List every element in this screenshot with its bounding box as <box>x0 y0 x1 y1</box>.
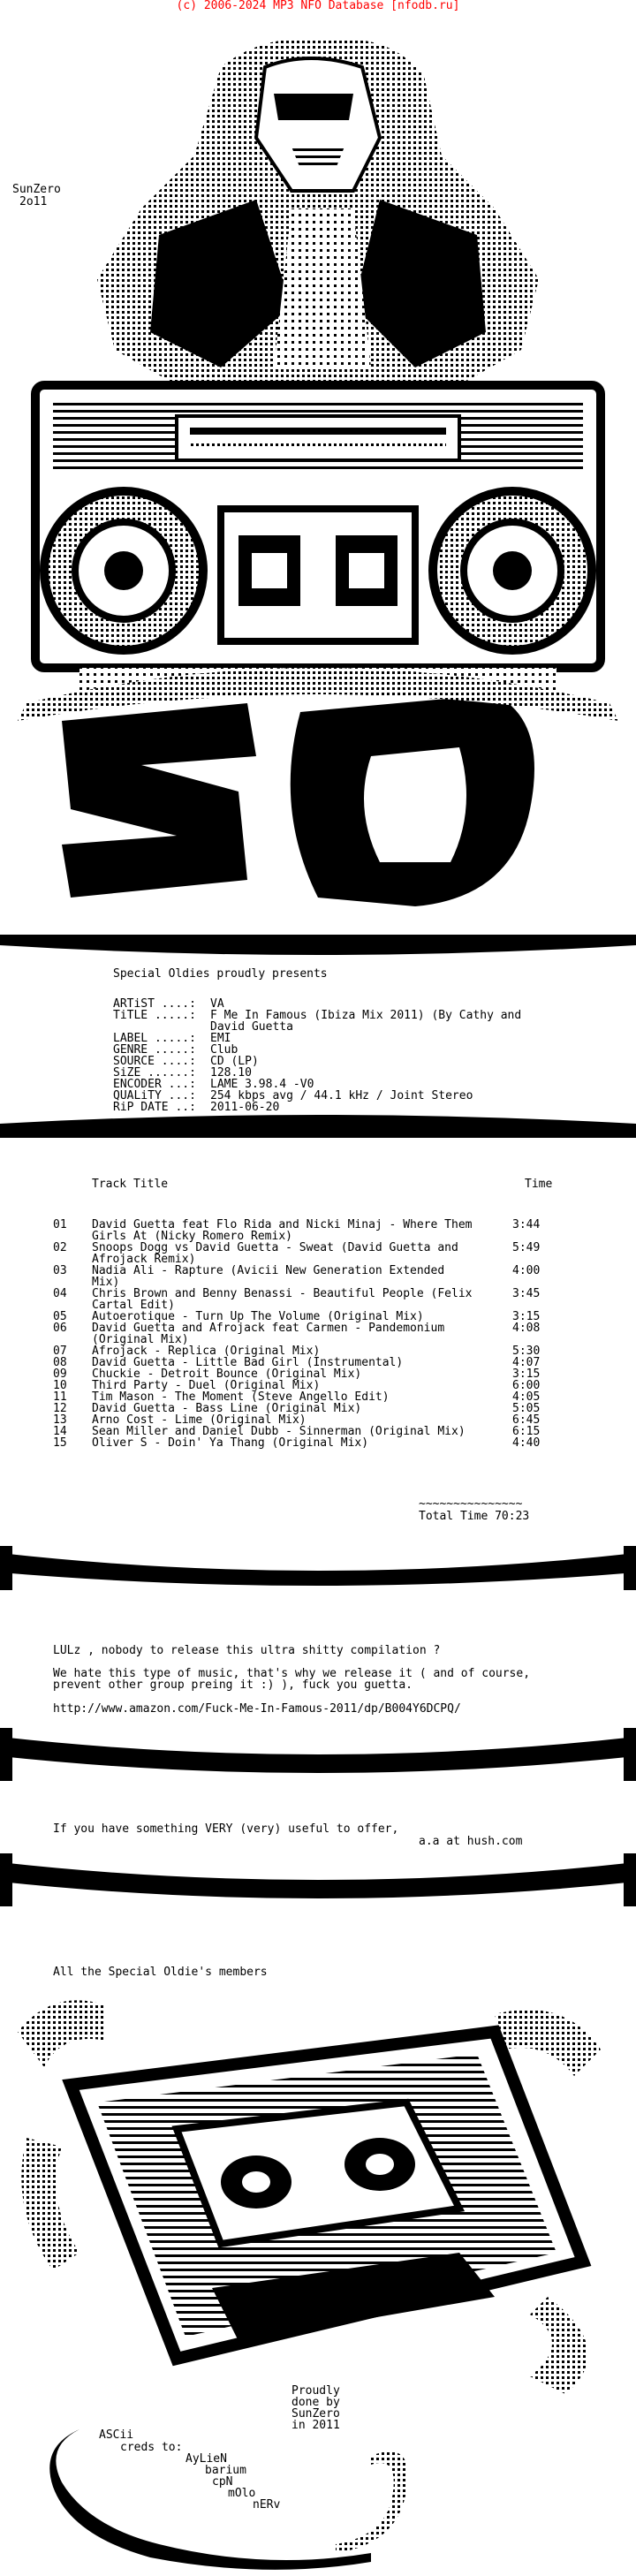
tracklist-header-time: Time <box>525 1178 553 1191</box>
divider-wave <box>0 1111 636 1138</box>
divider-wave <box>0 1853 636 1906</box>
track-number: 13 <box>53 1413 67 1427</box>
tracklist-header-title: Track Title <box>92 1178 169 1191</box>
info-value: VA <box>210 997 224 1011</box>
divider-wave <box>0 1728 636 1781</box>
info-value: CD (LP) <box>210 1055 259 1068</box>
track-number: 03 <box>53 1264 67 1277</box>
track-number: 14 <box>53 1425 67 1438</box>
notes-line: prevent other group preing it :) ), fuck you guetta. <box>53 1678 413 1692</box>
release-info <box>113 998 608 1113</box>
track-time: 6:15 <box>512 1425 541 1438</box>
info-label: SiZE ......: <box>113 1066 196 1080</box>
track-number: 08 <box>53 1356 67 1369</box>
track-title: Oliver S - Doin' Ya Thang (Original Mix) <box>92 1436 369 1450</box>
track-title: Autoerotique - Turn Up The Volume (Original Mix) <box>92 1310 424 1323</box>
creds-name: mOlo <box>228 2487 256 2500</box>
track-title: Sean Miller and Daniel Dubb - Sinnerman (Original Mix) <box>92 1425 466 1438</box>
track-time: 5:05 <box>512 1402 541 1415</box>
info-value: F Me In Famous (Ibiza Mix 2011) (By Cathy and <box>210 1009 522 1022</box>
track-number: 05 <box>53 1310 67 1323</box>
track-time: 5:49 <box>512 1241 541 1254</box>
track-time: 4:08 <box>512 1322 541 1335</box>
track-title: Chuckie - Detroit Bounce (Original Mix) <box>92 1368 362 1381</box>
track-time: 6:00 <box>512 1379 541 1392</box>
footer-swirl-art <box>0 2421 636 2576</box>
track-time: 6:45 <box>512 1413 541 1427</box>
track-time: 3:15 <box>512 1368 541 1381</box>
track-number: 07 <box>53 1345 67 1358</box>
divider-wave <box>0 935 636 961</box>
greets-line: All the Special Oldie's members <box>53 1966 268 1979</box>
copyright-header: (c) 2006-2024 MP3 NFO Database [nfodb.ru] <box>176 0 460 12</box>
track-time: 4:00 <box>512 1264 541 1277</box>
info-label: TiTLE .....: <box>113 1009 196 1022</box>
track-title: David Guetta - Bass Line (Original Mix) <box>92 1402 362 1415</box>
info-value: David Guetta <box>210 1020 293 1034</box>
info-label: SOURCE ....: <box>113 1055 196 1068</box>
track-time: 3:15 <box>512 1310 541 1323</box>
boombox-ascii-art <box>0 14 636 933</box>
info-value: LAME 3.98.4 -V0 <box>210 1078 314 1091</box>
track-title: David Guetta feat Flo Rida and Nicki Minaj - Where Them Girls At (Nicky Romero Remix) <box>92 1218 473 1243</box>
proudly-line: in 2011 <box>292 2419 340 2432</box>
art-credit-year: 2o11 <box>19 195 48 208</box>
proudly-line: SunZero <box>292 2407 340 2421</box>
track-number: 10 <box>53 1379 67 1392</box>
art-credit-name: SunZero <box>12 183 61 196</box>
track-time: 4:40 <box>512 1436 541 1450</box>
track-title: Snoops Dogg vs David Guetta - Sweat (David Guetta and Afrojack Remix) <box>92 1241 458 1266</box>
ascii-creds-label: creds to: <box>120 2441 183 2454</box>
info-value: EMI <box>210 1032 231 1045</box>
info-value: 128.10 <box>210 1066 252 1080</box>
track-number: 04 <box>53 1287 67 1300</box>
notes-line: LULz , nobody to release this ultra shitty compilation ? <box>53 1644 441 1657</box>
ascii-creds-label: ASCii <box>99 2428 134 2442</box>
track-title: Afrojack - Replica (Original Mix) <box>92 1345 321 1358</box>
cassette-ascii-art <box>0 1979 636 2403</box>
info-value: 254 kbps avg / 44.1 kHz / Joint Stereo <box>210 1089 473 1102</box>
notes-line: We hate this type of music, that's why we release it ( and of course, <box>53 1667 531 1680</box>
track-title: Arno Cost - Lime (Original Mix) <box>92 1413 307 1427</box>
info-value: 2011-06-20 <box>210 1101 280 1114</box>
track-number: 02 <box>53 1241 67 1254</box>
info-label: ARTiST ....: <box>113 997 196 1011</box>
tracklist <box>53 1219 618 1484</box>
intro-text: Special Oldies proudly presents <box>113 967 328 981</box>
track-number: 06 <box>53 1322 67 1335</box>
info-label: RiP DATE ..: <box>113 1101 196 1114</box>
track-title: David Guetta and Afrojack feat Carmen - Pandemonium (Original Mix) <box>92 1322 445 1346</box>
contact-email[interactable]: a.a at hush.com <box>419 1835 523 1848</box>
proudly-line: Proudly <box>292 2384 340 2398</box>
track-number: 11 <box>53 1390 67 1404</box>
track-number: 15 <box>53 1436 67 1450</box>
divider-wave <box>0 1546 636 1590</box>
creds-name: cpN <box>212 2475 233 2489</box>
track-title: David Guetta - Little Bad Girl (Instrumental) <box>92 1356 404 1369</box>
info-value: Club <box>210 1043 238 1057</box>
track-title: Tim Mason - The Moment (Steve Angello Edit) <box>92 1390 390 1404</box>
track-number: 01 <box>53 1218 67 1231</box>
track-title: Third Party - Duel (Original Mix) <box>92 1379 321 1392</box>
total-time: Total Time 70:23 <box>419 1510 530 1523</box>
track-time: 4:07 <box>512 1356 541 1369</box>
track-time: 5:30 <box>512 1345 541 1358</box>
total-separator: ~~~~~~~~~~~~~~~ <box>419 1497 523 1511</box>
track-number: 12 <box>53 1402 67 1415</box>
info-label: QUALiTY ...: <box>113 1089 196 1102</box>
proudly-line: done by <box>292 2396 340 2409</box>
track-time: 3:44 <box>512 1218 541 1231</box>
track-time: 3:45 <box>512 1287 541 1300</box>
creds-name: AyLieN <box>186 2452 227 2466</box>
track-time: 4:05 <box>512 1390 541 1404</box>
info-label: LABEL .....: <box>113 1032 196 1045</box>
contact-line: If you have something VERY (very) useful to offer, <box>53 1822 399 1836</box>
creds-name: barium <box>205 2464 246 2477</box>
track-number: 09 <box>53 1368 67 1381</box>
creds-name: nERv <box>253 2498 281 2512</box>
track-title: Chris Brown and Benny Benassi - Beautiful People (Felix Cartal Edit) <box>92 1287 473 1312</box>
amazon-link[interactable]: http://www.amazon.com/Fuck-Me-In-Famous-2011/dp/B004Y6DCPQ/ <box>53 1702 461 1716</box>
track-title: Nadia Ali - Rapture (Avicii New Generation Extended Mix) <box>92 1264 445 1289</box>
info-label: ENCODER ...: <box>113 1078 196 1091</box>
info-label: GENRE .....: <box>113 1043 196 1057</box>
